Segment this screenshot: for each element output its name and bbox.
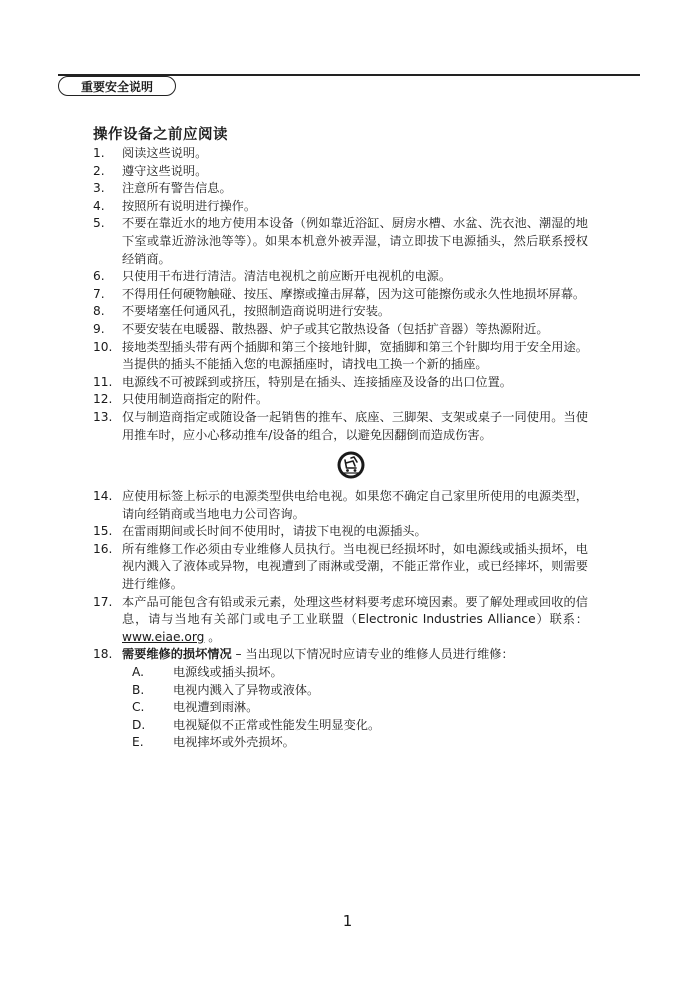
list-item [93, 646, 588, 664]
item-number: 17. [93, 594, 113, 609]
list-item [93, 145, 588, 163]
sub-item-letter: A. [132, 665, 144, 680]
item-number: 5. [93, 216, 105, 231]
item-number: 18. [93, 647, 113, 662]
item-17-tail: 。 [204, 629, 221, 644]
item-text: 不要堵塞任何通风孔，按照制造商说明进行安装。 [122, 304, 391, 319]
item-number: 1. [93, 146, 105, 160]
item-number: 14. [93, 489, 113, 504]
item-text: 应使用标签上标示的电源类型供电给电视。如果您不确定自己家里所使用的电源类型，请向经销商或当地电力公司咨询。 [122, 489, 588, 521]
sub-item-letter: C. [132, 700, 145, 715]
item-number: 16. [93, 541, 113, 556]
list-item [93, 374, 588, 392]
item-number: 13. [93, 409, 113, 424]
sub-item-letter: B. [132, 682, 145, 697]
item-number: 3. [93, 181, 105, 196]
item-18-text: – 当出现以下情况时应请专业的维修人员进行维修： [231, 647, 514, 662]
sub-list-item [132, 717, 588, 735]
sub-item-letter: E. [132, 735, 144, 750]
sub-list-item [132, 699, 588, 717]
list-item [93, 409, 588, 444]
list-item [93, 215, 588, 268]
item-text: 接地类型插头带有两个插脚和第三个接地针脚，宽插脚和第三个针脚均用于安全用途。当提供的插头不能插入您的电源插座时，请找电工换一个新的插座。 [122, 339, 588, 372]
page-number: 1 [342, 912, 353, 930]
item-number: 9. [93, 321, 105, 336]
sub-item-text: 电源线或插头损坏。 [173, 665, 283, 680]
item-text: 仅与制造商指定或随设备一起销售的推车、底座、三脚架、支架或桌子一同使用。当使用推车时，应小心移动推车/设备的组合，以避免因翻倒而造成伤害。 [122, 409, 588, 442]
sub-item-text: 电视内溅入了异物或液体。 [173, 682, 320, 697]
item-number: 7. [93, 286, 105, 301]
item-text: 阅读这些说明。 [122, 146, 208, 160]
safety-instructions-list [93, 145, 588, 752]
item-number: 12. [93, 392, 113, 407]
list-item [93, 541, 588, 594]
item-number: 2. [93, 163, 105, 178]
list-item [93, 268, 588, 286]
item-text: 不得用任何硬物触碰、按压、摩擦或撞击屏幕，因为这可能擦伤或永久性地损坏屏幕。 [122, 286, 586, 301]
item-17-text: 本产品可能包含有铅或汞元素，处理这些材料要考虑环境因素。要了解处理或回收的信息，请与当地有关部门或电子工业联盟（Electronic Industries Alliance）联系： [122, 594, 588, 627]
item-number: 6. [93, 269, 105, 284]
sub-list-item [132, 682, 588, 700]
list-item [93, 594, 588, 647]
item-number: 15. [93, 524, 113, 539]
item-text: 在雷雨期间或长时间不使用时，请拔下电视的电源插头。 [122, 524, 427, 539]
sub-list-item [132, 734, 588, 752]
eiae-link[interactable]: www.eiae.org [122, 629, 205, 644]
page-heading: 操作设备之前应阅读 [93, 127, 228, 143]
cart-tip-warning-icon [93, 450, 588, 480]
item-18-bold-title: 需要维修的损坏情况 [122, 647, 232, 662]
list-item [93, 523, 588, 541]
list-item [93, 198, 588, 216]
sub-item-letter: D. [132, 717, 146, 732]
list-item [93, 391, 588, 409]
section-title-tab: 重要安全说明 [58, 76, 176, 96]
item-text: 不要安装在电暖器、散热器、炉子或其它散热设备（包括扩音器）等热源附近。 [122, 321, 549, 336]
sub-item-text: 电视遭到雨淋。 [173, 700, 259, 715]
list-item [93, 180, 588, 198]
item-number: 10. [93, 339, 113, 354]
item-number: 4. [93, 198, 105, 213]
item-text: 所有维修工作必须由专业维修人员执行。当电视已经损坏时，如电源线或插头损坏，电视内溅入了液体或异物，电视遭到了雨淋或受潮，不能正常作业，或已经摔坏，则需要进行维修。 [122, 541, 588, 592]
item-text: 只使用干布进行清洁。清洁电视机之前应断开电视机的电源。 [122, 269, 452, 284]
list-item [93, 339, 588, 374]
item-text: 电源线不可被踩到或挤压，特别是在插头、连接插座及设备的出口位置。 [122, 374, 512, 389]
list-item [93, 163, 588, 181]
item-text: 注意所有警告信息。 [122, 181, 232, 196]
item-text: 不要在靠近水的地方使用本设备（例如靠近浴缸、厨房水槽、水盆、洗衣池、潮湿的地下室或靠近游泳池等等）。如果本机意外被弄湿，请立即拔下电源插头，然后联系授权经销商。 [122, 216, 588, 266]
sub-item-text: 电视摔坏或外壳损坏。 [173, 735, 295, 750]
item-text: 遵守这些说明。 [122, 163, 208, 178]
list-item [93, 488, 588, 523]
item-text [122, 646, 588, 664]
item-text: 按照所有说明进行操作。 [122, 198, 257, 213]
sub-list-item [132, 664, 588, 682]
item-text [122, 594, 588, 647]
item-number: 11. [93, 374, 113, 389]
sub-item-text: 电视疑似不正常或性能发生明显变化。 [173, 717, 381, 732]
list-item [93, 286, 588, 304]
list-item [93, 303, 588, 321]
list-item [93, 321, 588, 339]
item-number: 8. [93, 304, 105, 319]
item-text: 只使用制造商指定的附件。 [122, 392, 269, 407]
